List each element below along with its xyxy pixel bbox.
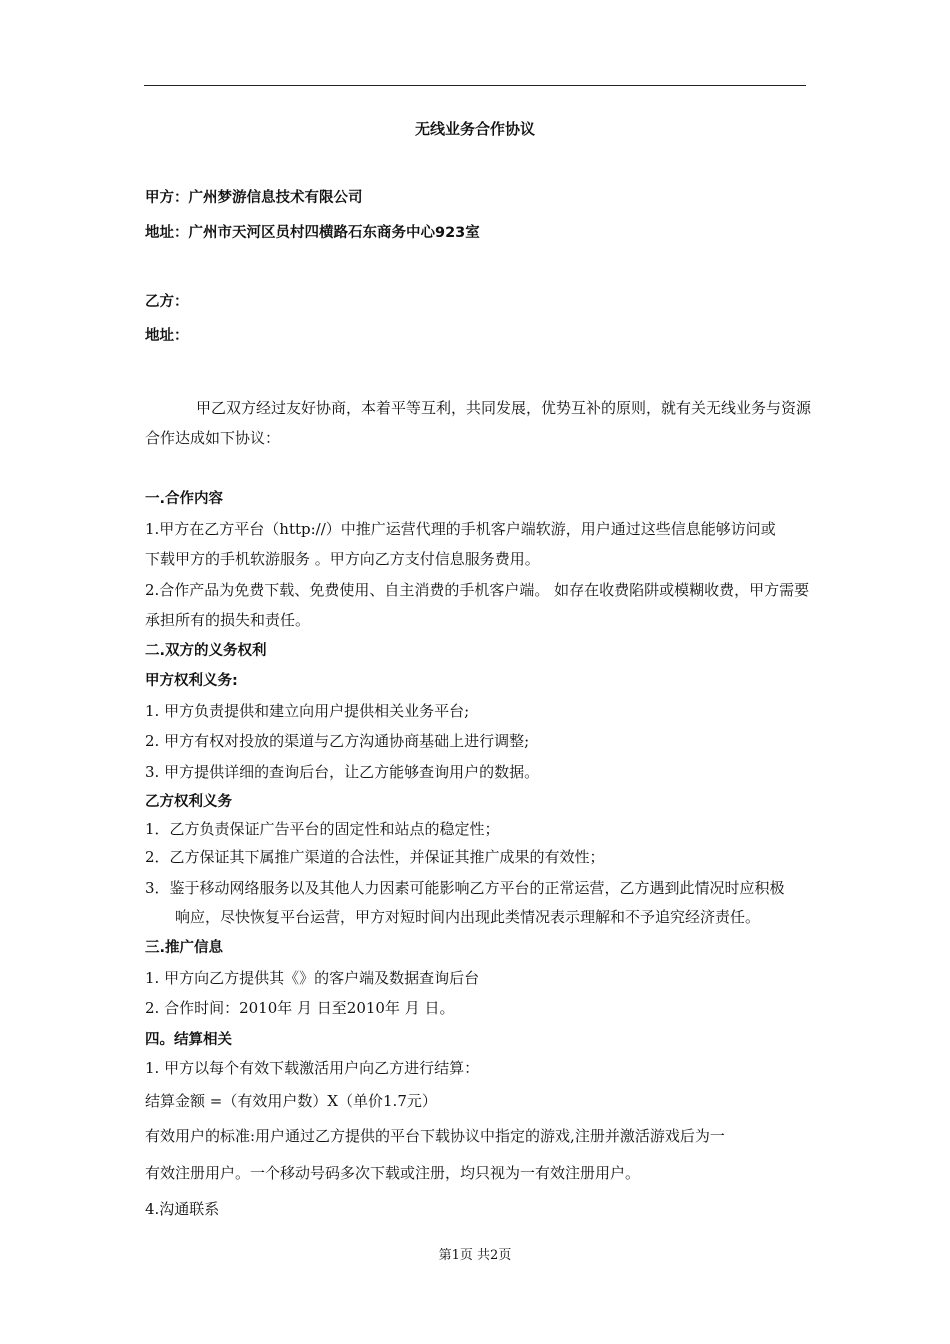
section-1-item-1-line-2: 下载甲方的手机软游服务 。甲方向乙方支付信息服务费用。 [145, 550, 540, 568]
document-title: 无线业务合作协议 [414, 120, 535, 138]
valid-user-standard-line-1: 有效用户的标准:用户通过乙方提供的平台下载协议中指定的游戏,注册并激活游戏后为一 [145, 1127, 725, 1145]
section-3-item-2: 2. 合作时间：2010年 月 日至2010年 月 日。 [145, 999, 455, 1017]
section-4-item-1: 1. 甲方以每个有效下载激活用户向乙方进行结算： [145, 1059, 480, 1077]
intro-line-2: 合作达成如下协议： [145, 429, 281, 447]
settlement-formula: 结算金额 =（有效用户数）X（单价1.7元） [145, 1092, 437, 1110]
party-a-name: 甲方：广州梦游信息技术有限公司 [145, 190, 363, 206]
party-b-duty-3-continued: 响应，尽快恢复平台运营，甲方对短时间内出现此类情况表示理解和不予追究经济责任。 [175, 908, 761, 926]
party-a-duty-3: 3. 甲方提供详细的查询后台，让乙方能够查询用户的数据。 [145, 763, 540, 781]
page-number-footer: 第1页 共2页 [438, 1248, 512, 1263]
section-2-heading: 二.双方的义务权利 [145, 643, 267, 659]
section-4-heading: 四。结算相关 [145, 1032, 232, 1048]
section-4-item-4: 4.沟通联系 [145, 1200, 220, 1218]
party-b-duties-heading: 乙方权利义务 [145, 794, 232, 810]
section-1-heading: 一.合作内容 [145, 491, 224, 507]
header-rule [144, 85, 806, 86]
party-b-duty-3: 3．鉴于移动网络服务以及其他人力因素可能影响乙方平台的正常运营，乙方遇到此情况时应积极 [145, 879, 785, 897]
party-b-duty-2: 2．乙方保证其下属推广渠道的合法性，并保证其推广成果的有效性； [145, 848, 605, 866]
party-a-duty-1: 1. 甲方负责提供和建立向用户提供相关业务平台; [145, 702, 470, 720]
party-a-address: 地址：广州市天河区员村四横路石东商务中心923室 [145, 225, 480, 241]
section-1-item-2-line-1: 2.合作产品为免费下载、免费使用、自主消费的手机客户端。 如存在收费陷阱或模糊收费，甲方需要 [145, 581, 810, 599]
party-b-address: 地址： [145, 328, 189, 344]
party-b-duty-1: 1．乙方负责保证广告平台的固定性和站点的稳定性； [145, 820, 500, 838]
section-1-item-2-line-2: 承担所有的损失和责任。 [145, 611, 311, 629]
party-a-duty-2: 2. 甲方有权对投放的渠道与乙方沟通协商基础上进行调整; [145, 732, 530, 750]
section-1-item-1-line-1: 1.甲方在乙方平台（http://）中推广运营代理的手机客户端软游，用户通过这些信息能够访问或 [145, 520, 776, 538]
party-a-duties-heading: 甲方权利义务: [145, 673, 238, 689]
party-b-name: 乙方： [145, 294, 189, 310]
intro-line-1: 甲乙双方经过友好协商，本着平等互利，共同发展，优势互补的原则，就有关无线业务与资源 [196, 399, 812, 417]
section-3-heading: 三.推广信息 [145, 940, 224, 956]
valid-user-standard-line-2: 有效注册用户。一个移动号码多次下载或注册，均只视为一有效注册用户。 [145, 1164, 641, 1182]
section-3-item-1: 1. 甲方向乙方提供其《》的客户端及数据查询后台 [145, 969, 480, 987]
